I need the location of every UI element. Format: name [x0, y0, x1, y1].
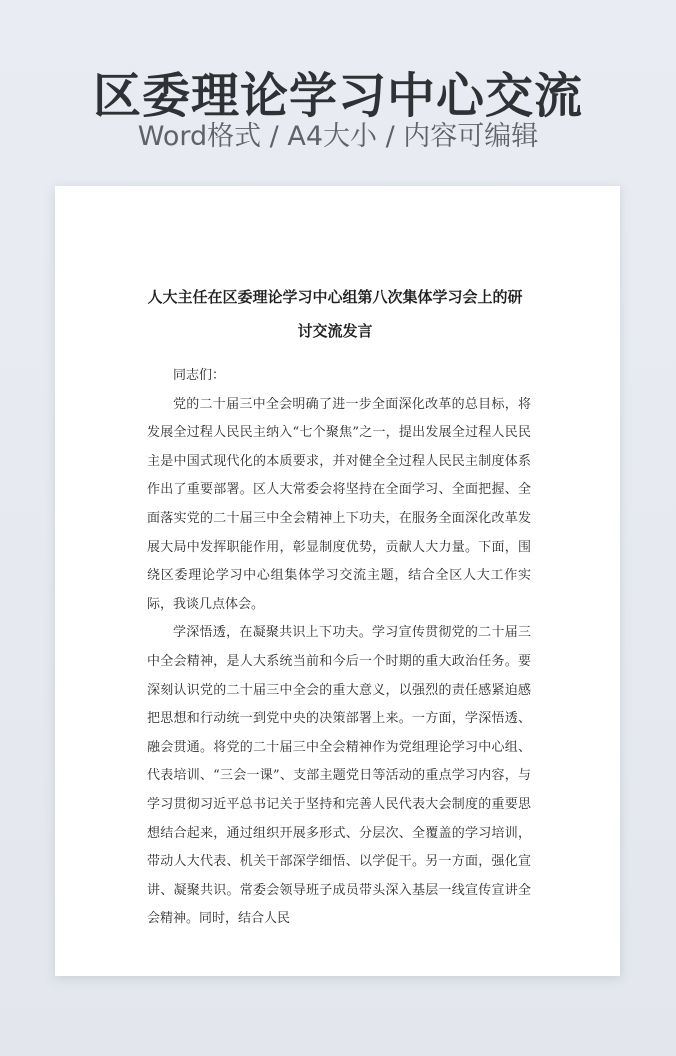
page-title: 区委理论学习中心交流	[92, 68, 583, 124]
document-paragraph: 党的二十届三中全会明确了进一步全面深化改革的总目标，将发展全过程人民民主纳入“七个聚焦”之一，提出发展全过程人民民主是中国式现代化的本质要求，并对健全全过程人民民主制度体系作出了重要部署。区人大常委会将坚持在全面学习、全面把握、全面落实党的二十届三中全会精神上下功夫，在服务全面深化改革发展大局中发挥职能作用，彰显制度优势，贡献人大力量。下面，围绕区委理论学习中心组集体学习交流主题，结合全区人大工作实际，我谈几点体会。	[147, 396, 531, 612]
document-salutation: 同志们：	[173, 368, 226, 383]
page-subtitle: Word格式 / A4大小 / 内容可编辑	[137, 121, 539, 152]
document-body	[147, 362, 531, 934]
document-title: 人大主任在区委理论学习中心组第八次集体学习会上的研讨交流发言	[147, 288, 523, 340]
document-paragraph: 学深悟透，在凝聚共识上下功夫。学习宣传贯彻党的二十届三中全会精神，是人大系统当前和今后一个时期的重大政治任务。要深刻认识党的二十届三中全会的重大意义，以强烈的责任感紧迫感把思想和行动统一到党中央的决策部署上来。一方面，学深悟透、融会贯通。将党的二十届三中全会精神作为党组理论学习中心组、代表培训、“三会一课”、支部主题党日等活动的重点学习内容，与学习贯彻习近平总书记关于坚持和完善人民代表大会制度的重要思想结合起来，通过组织开展多形式、分层次、全覆盖的学习培训，带动人大代表、机关干部深学细悟、以学促干。另一方面，强化宣讲、凝聚共识。常委会领导班子成员带头深入基层一线宣传宣讲全会精神。同时，结合人民	[147, 625, 531, 927]
document-page	[55, 186, 620, 976]
